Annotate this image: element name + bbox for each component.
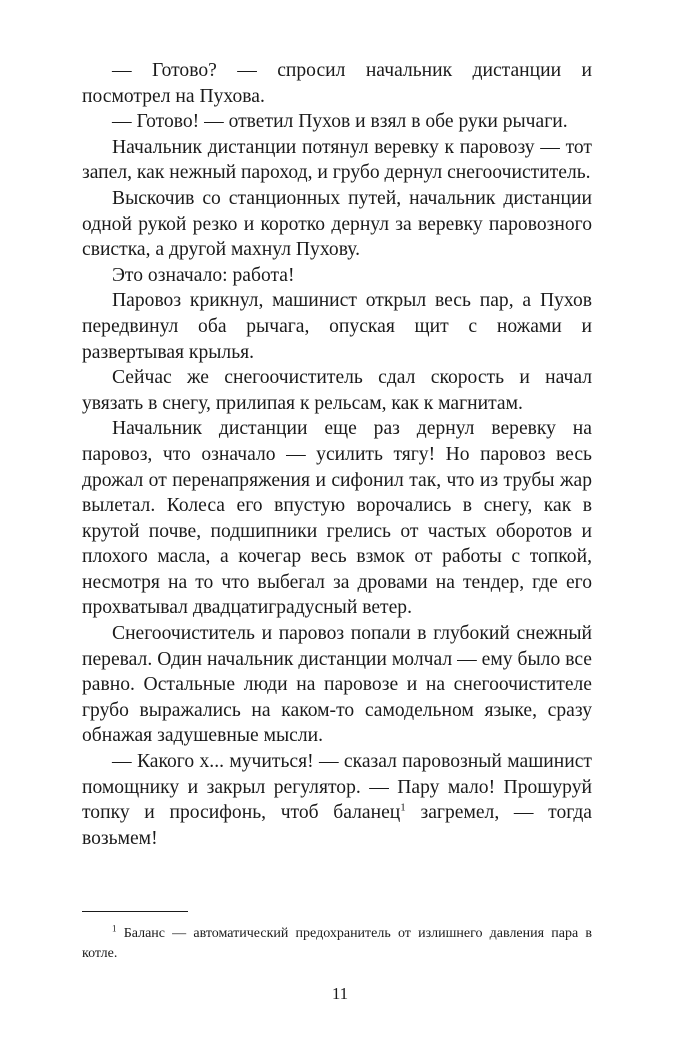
- paragraph-3: Начальник дистанции потянул веревку к паровозу — тот запел, как нежный пароход, и грубо дернул снегоочиститель.: [82, 136, 592, 184]
- paragraph-7: Сейчас же снегоочиститель сдал скорость и начал увязать в снегу, прилипая к рельсам, как к магнитам.: [82, 367, 592, 414]
- paragraph-5: Это означало: работа!: [112, 264, 295, 286]
- paragraph-10: [82, 749, 592, 851]
- paragraph-6: Паровоз крикнул, машинист открыл весь пар, а Пухов передвинул оба рычага, опуская щит с ножами и развертывая крылья.: [82, 290, 592, 363]
- paragraph-8: Начальник дистанции еще раз дернул веревку на паровоз, что означало — усилить тягу! Но паровоз весь дрожал от перенапряжения и сифонил так, что из трубы жар вылетал. Колеса его впустую ворочались в снегу, как в крутой почве, подшипники грелись от частых оборотов и плохого масла, а кочегар весь взмок от работы с топкой, несмотря на то что выбегал за дровами на тендер, где его прохватывал двадцатиградусный ветер.: [82, 418, 592, 619]
- page-number: 11: [331, 984, 349, 1003]
- paragraph-1: — Готово? — спросил начальник дистанции и посмотрел на Пухова.: [82, 60, 592, 107]
- page-body: [82, 58, 592, 851]
- footnote-text: Баланс — автоматический предохранитель от излишнего давления пара в котле.: [82, 926, 592, 961]
- paragraph-10-text-before-note: — Какого х... мучиться! — сказал паровозный машинист помощнику и закрыл регулятор. — Пару мало! Прошуруй топку и просифонь, чтоб баланец: [82, 751, 592, 824]
- paragraph-4: Выскочив со станционных путей, начальник дистанции одной рукой резко и коротко дернул за веревку паровозного свистка, а другой махнул Пухову.: [82, 187, 592, 261]
- footnote-reference[interactable]: 1: [400, 801, 406, 814]
- footnote: [82, 924, 592, 964]
- footnote-mark: 1: [112, 923, 117, 934]
- paragraph-2: — Готово! — ответил Пухов и взял в обе руки рычаги.: [112, 111, 568, 133]
- footnote-divider: [82, 911, 188, 912]
- paragraph-10-text-after-note: загремел, — тогда возьмем!: [82, 802, 592, 849]
- paragraph-9: Снегоочиститель и паровоз попали в глубокий снежный перевал. Один начальник дистанции молчал — ему было все равно. Остальные люди на паровозе и на снегоочистителе грубо выражались на каком-то самодельном языке, сразу обнажая задушевные мысли.: [82, 623, 592, 747]
